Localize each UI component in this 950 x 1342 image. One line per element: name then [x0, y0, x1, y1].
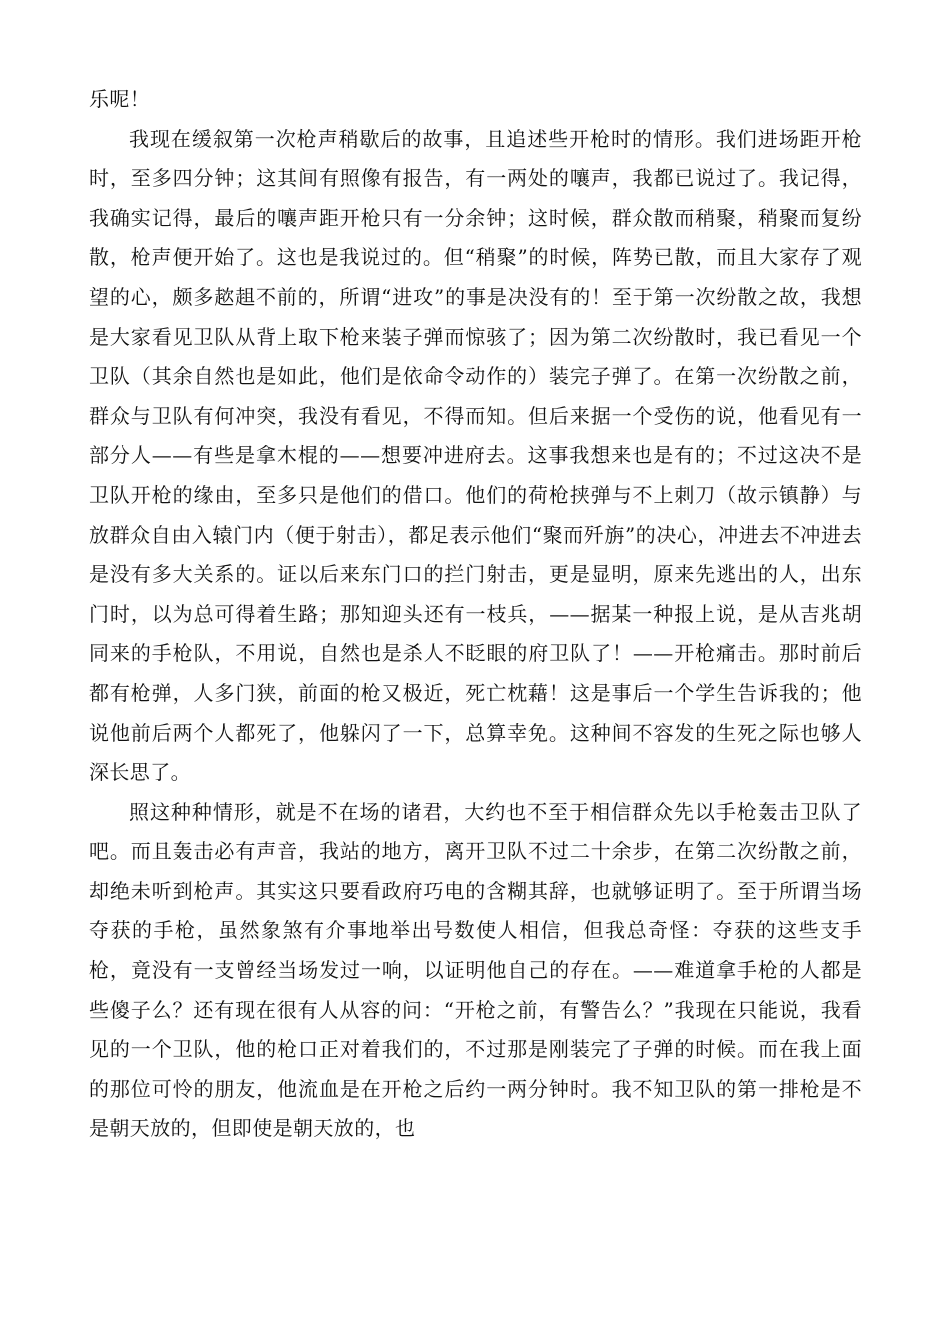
paragraph-evidence-reasoning: 照这种种情形，就是不在场的诸君，大约也不至于相信群众先以手枪轰击卫队了吧。而且轰击必有声音，我站的地方，离开卫队不过二十余步，在第二次纷散之前，却绝未听到枪声。其实这只要看政府巧电的含糊其辞，也就够证明了。至于所谓当场夺获的手枪，虽然象煞有介事地举出号数使人相信，但我总奇怪：夺获的这些支手枪，竟没有一支曾经当场发过一响，以证明他自己的存在。——难道拿手枪的人都是些傻子么？还有现在很有人从容的问：“开枪之前，有警告么？”我现在只能说，我看见的一个卫队，他的枪口正对着我们的，不过那是刚装完了子弹的时候。而在我上面的那位可怜的朋友，他流血是在开枪之后约一两分钟时。我不知卫队的第一排枪是不是朝天放的，但即使是朝天放的，也 [89, 799, 862, 1141]
paragraph-continuation: 乐呢！ [89, 87, 151, 111]
document-page [89, 80, 862, 1149]
paragraph-shooting-account: 我现在缓叙第一次枪声稍歇后的故事，且追述些开枪时的情形。我们进场距开枪时，至多四分钟；这其间有照像有报告，有一两处的嚷声，我都已说过了。我记得，我确实记得，最后的嚷声距开枪只有一分余钟；这时候，群众散而稍聚，稍聚而复纷散，枪声便开始了。这也是我说过的。但“稍聚”的时候，阵势已散，而且大家存了观望的心，颇多趑趄不前的，所谓“进攻”的事是决没有的！至于第一次纷散之故，我想是大家看见卫队从背上取下枪来装子弹而惊骇了；因为第二次纷散时，我已看见一个卫队（其余自然也是如此，他们是依命令动作的）装完子弹了。在第一次纷散之前，群众与卫队有何冲突，我没有看见，不得而知。但后来据一个受伤的说，他看见有一部分人——有些是拿木棍的——想要冲进府去。这事我想来也是有的；不过这决不是卫队开枪的缘由，至多只是他们的借口。他们的荷枪挟弹与不上刺刀（故示镇静）与放群众自由入辕门内（便于射击），都足表示他们“聚而歼旃”的决心，冲进去不冲进去是没有多大关系的。证以后来东门口的拦门射击，更是显明，原来先逃出的人，出东门时，以为总可得着生路；那知迎头还有一枝兵，——据某一种报上说，是从吉兆胡同来的手枪队，不用说，自然也是杀人不眨眼的府卫队了！——开枪痛击。那时前后都有枪弹，人多门狭，前面的枪又极近，死亡枕藉！这是事后一个学生告诉我的；他说他前后两个人都死了，他躲闪了一下，总算幸免。这种间不容发的生死之际也够人深长思了。 [89, 126, 862, 785]
